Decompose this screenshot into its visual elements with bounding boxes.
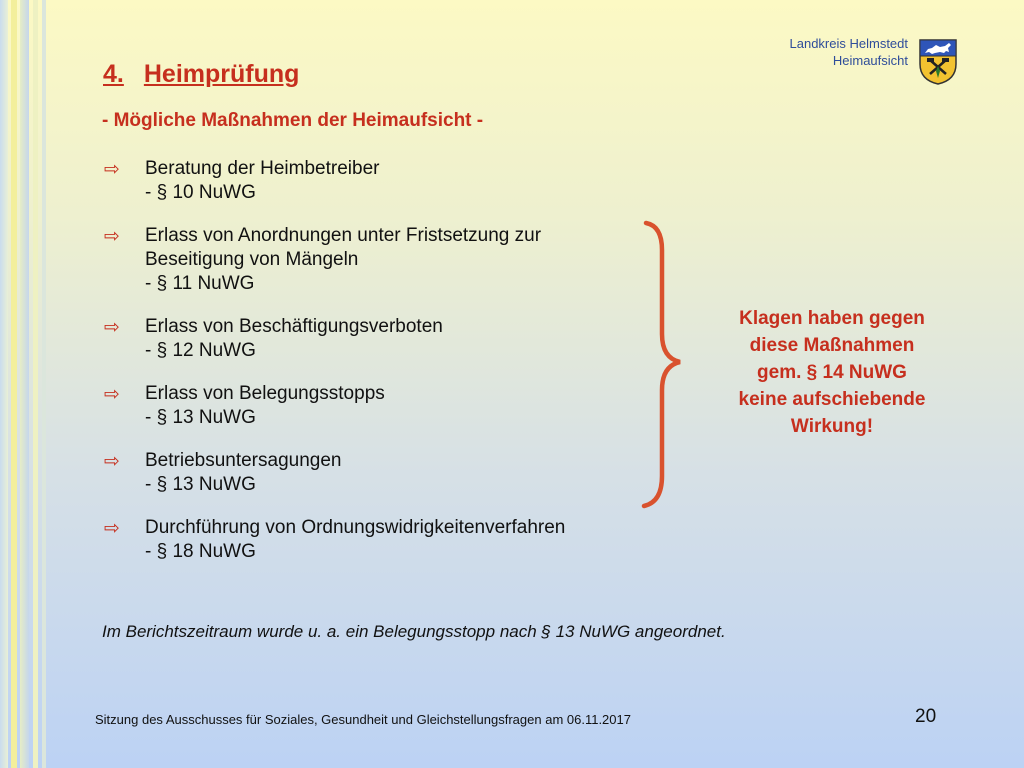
decor-stripe	[20, 0, 29, 768]
measure-item	[104, 157, 565, 205]
org-line-2: Heimaufsicht	[832, 53, 908, 68]
slide-subtitle: - Mögliche Maßnahmen der Heimaufsicht -	[102, 110, 484, 131]
legal-note-line: gem. § 14 NuWG	[757, 362, 907, 383]
measure-item	[104, 449, 565, 497]
measure-item	[104, 516, 565, 564]
legal-note-line: Wirkung!	[790, 416, 874, 437]
curly-brace-icon	[640, 220, 688, 510]
outline-arrow-right-icon: ⇨	[104, 317, 120, 338]
footer-text: Sitzung des Ausschusses für Soziales, Gesundheit und Gleichstellungsfragen am 06.11.2017	[95, 712, 631, 727]
measure-text: Beratung der Heimbetreiber	[145, 158, 380, 179]
measure-item	[104, 315, 565, 363]
measure-text: Erlass von Anordnungen unter Fristsetzung zur	[145, 225, 542, 246]
coat-of-arms-horse-icon	[918, 38, 958, 86]
organization-name	[790, 35, 909, 69]
measure-law-reference: - § 18 NuWG	[145, 541, 256, 562]
measure-item	[104, 382, 565, 430]
outline-arrow-right-icon: ⇨	[104, 518, 120, 539]
measure-text: Erlass von Beschäftigungsverboten	[145, 316, 443, 337]
legal-note-line: keine aufschiebende	[738, 389, 926, 410]
decor-stripe	[33, 0, 38, 768]
page-number: 20	[915, 706, 937, 727]
outline-arrow-right-icon: ⇨	[104, 451, 120, 472]
decor-stripe	[42, 0, 46, 768]
slide-title-text: Heimprüfung	[143, 60, 300, 88]
org-line-1: Landkreis Helmstedt	[789, 36, 908, 51]
legal-note	[704, 305, 960, 440]
legal-note-line: diese Maßnahmen	[749, 335, 915, 356]
outline-arrow-right-icon: ⇨	[104, 226, 120, 247]
measure-law-reference: - § 11 NuWG	[145, 273, 255, 294]
measure-law-reference: - § 12 NuWG	[145, 340, 256, 361]
measure-text: Durchführung von Ordnungswidrigkeitenverfahren	[145, 517, 566, 538]
measure-law-reference: - § 13 NuWG	[145, 407, 256, 428]
measure-text: Erlass von Belegungsstopps	[145, 383, 385, 404]
outline-arrow-right-icon: ⇨	[104, 384, 120, 405]
report-footnote: Im Berichtszeitraum wurde u. a. ein Belegungsstopp nach § 13 NuWG angeordnet.	[102, 622, 726, 641]
measure-law-reference: - § 13 NuWG	[145, 474, 256, 495]
measures-list	[104, 157, 565, 583]
decor-stripe	[11, 0, 17, 768]
measure-item	[104, 224, 565, 296]
measure-law-reference: - § 10 NuWG	[145, 182, 256, 203]
legal-note-line: Klagen haben gegen	[739, 308, 925, 329]
measure-text: Beseitigung von Mängeln	[145, 249, 359, 270]
decor-stripe	[0, 0, 8, 768]
outline-arrow-right-icon: ⇨	[104, 159, 120, 180]
measure-text: Betriebsuntersagungen	[145, 450, 342, 471]
slide-number: 4.	[103, 60, 124, 88]
slide-title	[103, 60, 299, 89]
